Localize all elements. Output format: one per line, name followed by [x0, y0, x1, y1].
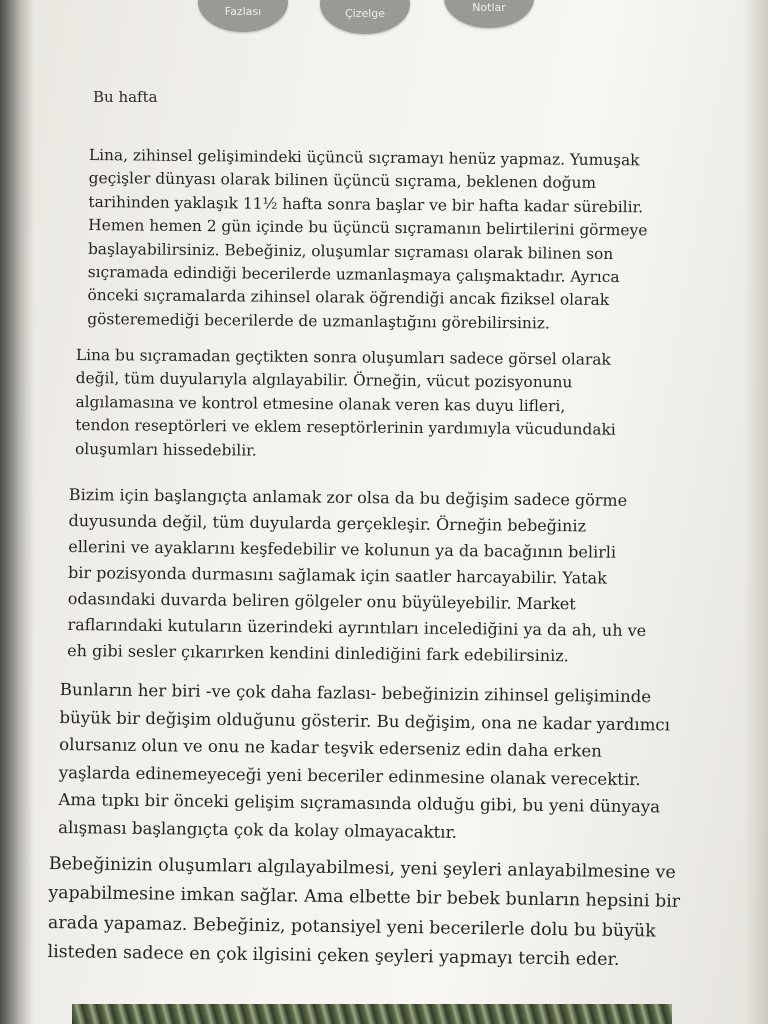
text-line: olursanız olun ve onu ne kadar teşvik ederseniz edin daha erken: [59, 735, 603, 761]
paragraph-1: [87, 144, 648, 336]
text-line: gösteremediği becerilerde de uzmanlaştığını görebilirsiniz.: [87, 309, 550, 333]
text-line: bir pozisyonda durmasını sağlamak için saatler harcayabilir. Yatak: [67, 562, 607, 588]
text-line: Bunların her biri -ve çok daha fazlası- bebeğinizin zihinsel gelişiminde: [59, 679, 652, 707]
screen-left-bezel: [0, 0, 34, 1024]
text-line: Ama tıpkı bir önceki gelişim sıçramasında olduğu gibi, bu yeni dünyaya: [58, 790, 661, 817]
text-line: odasındaki duvarda beliren gölgeler onu büyüleyebilir. Market: [67, 588, 576, 614]
text-line: alışması başlangıçta çok da kolay olmayacaktır.: [58, 817, 458, 842]
screen-right-shadow: [744, 0, 768, 1024]
text-line: arada yapamaz. Bebeğiniz, potansiyel yeni becerilerle dolu bu büyük: [47, 912, 656, 942]
text-line: tarihinden yaklaşık 11½ hafta sonra başlar ve bir hafta kadar sürebilir.: [88, 192, 644, 217]
text-line: geçişler dünyası olarak bilinen üçüncü sıçrama, beklenen doğum: [88, 169, 597, 193]
text-line: listeden sadece en çok ilgisini çeken şeyleri yapmayı tercih eder.: [47, 942, 620, 971]
tab-notlar[interactable]: Notlar: [444, 0, 534, 28]
text-line: Hemen hemen 2 gün içinde bu üçüncü sıçramanın belirtilerini görmeye: [88, 216, 648, 240]
text-line: eh gibi sesler çıkarırken kendini dinlediğini fark edebilirsiniz.: [67, 640, 569, 666]
text-line: yapabilmesine imkan sağlar. Ama elbette bir bebek bunların hepsini bir: [48, 883, 681, 913]
text-line: Lina bu sıçramadan geçtikten sonra oluşumları sadece görsel olarak: [75, 345, 611, 369]
top-tab-bar: [0, 0, 768, 40]
paragraph-4: [58, 676, 671, 849]
paragraph-3: [67, 482, 648, 670]
text-line: başlayabilirsiniz. Bebeğiniz, oluşumlar sıçraması olarak bilinen son: [87, 239, 614, 263]
text-line: tendon reseptörleri ve eklem reseptörlerinin yardımıyla vücudundaki: [75, 416, 616, 439]
paragraph-2: [75, 344, 616, 466]
text-line: büyük bir değişim olduğunu gösterir. Bu değişim, ona ne kadar yardımcı: [59, 707, 671, 735]
text-line: algılamasına ve kontrol etmesine olanak veren kas duyu lifleri,: [75, 392, 566, 416]
text-line: değil, tüm duyularıyla algılayabilir. Örneğin, vücut pozisyonunu: [75, 369, 573, 392]
text-line: Bebeğinizin oluşumları algılayabilmesi, yeni şeyleri anlayabilmesine ve: [48, 853, 676, 883]
text-line: Bizim için başlangıçta anlamak zor olsa da bu değişim sadece görme: [68, 484, 628, 510]
text-line: sıçramada edindiği becerilerde uzmanlaşmaya çalışmaktadır. Ayrıca: [87, 262, 620, 287]
text-line: raflarındaki kutuların üzerindeki ayrıntıları incelediğini ya da ah, uh ve: [67, 614, 647, 641]
text-line: duyusunda değil, tüm duyularda gerçekleşir. Örneğin bebeğiniz: [68, 510, 587, 536]
paragraph-5: [47, 850, 680, 976]
text-line: Lina, zihinsel gelişimindeki üçüncü sıçramayı henüz yapmaz. Yumuşak: [88, 145, 640, 170]
text-line: yaşlarda edinemeyeceği yeni beceriler edinmesine olanak verecektir.: [58, 762, 641, 789]
section-title: Bu hafta: [93, 88, 158, 106]
tab-cizelge[interactable]: Çizelge: [320, 0, 410, 34]
text-line: oluşumları hissedebilir.: [75, 439, 257, 460]
text-line: ellerini ve ayaklarını keşfedebilir ve kolunun ya da bacağının belirli: [68, 536, 617, 562]
tab-fazlasi[interactable]: Fazlası: [198, 0, 288, 32]
text-line: önceki sıçramalarda zihinsel olarak öğrendiği ancak fiziksel olarak: [87, 286, 610, 310]
photo-thumbnail: [72, 1004, 672, 1024]
